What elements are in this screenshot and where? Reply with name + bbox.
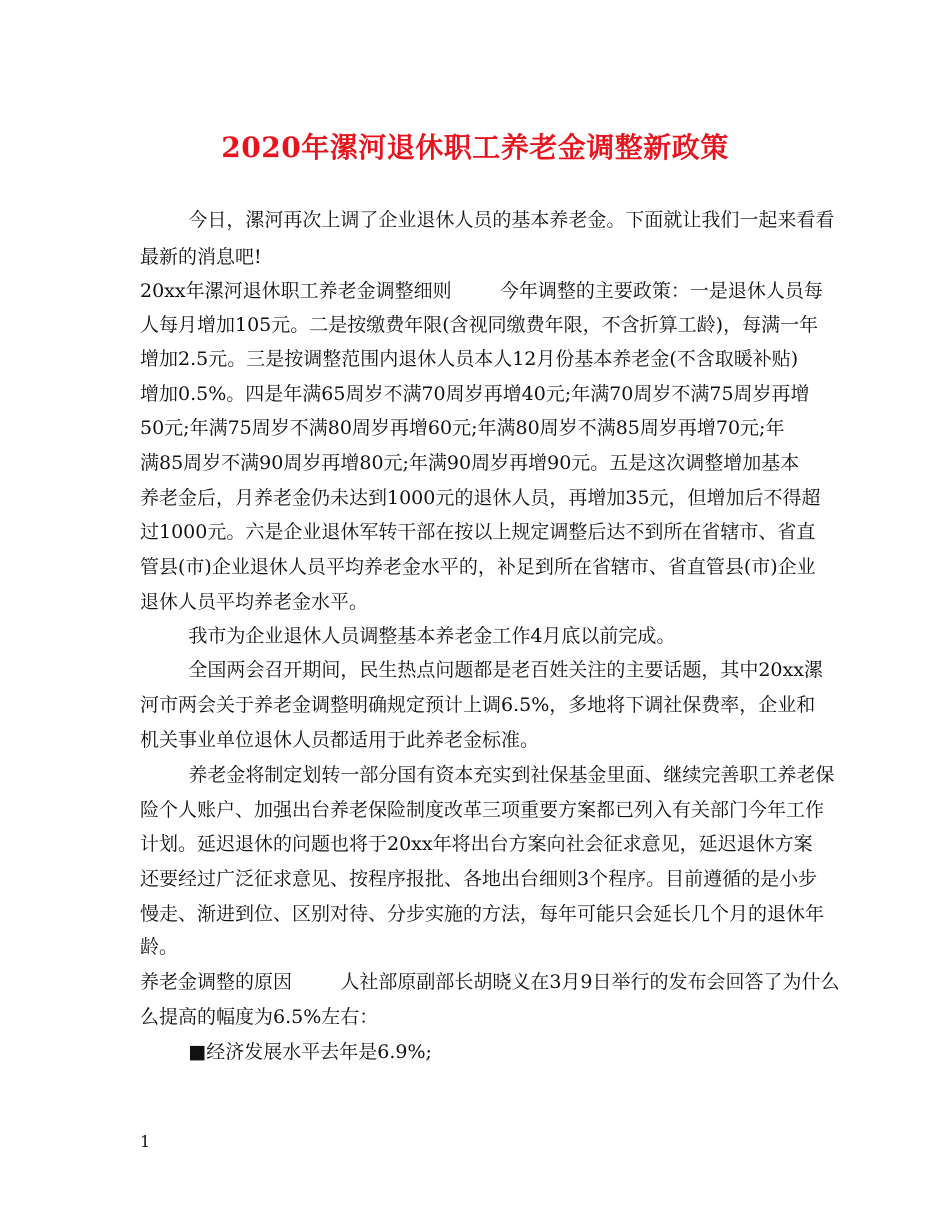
- body-line: 险个人账户、加强出台养老保险制度改革三项重要方案都已列入有关部门今年工作: [140, 799, 825, 821]
- body-line: 我市为企业退休人员调整基本养老金工作4月底以前完成。: [140, 625, 676, 647]
- body-line: 满85周岁不满90周岁再增80元;年满90周岁再增90元。五是这次调整增加基本: [140, 452, 800, 474]
- body-line: 过1000元。六是企业退休军转干部在按以上规定调整后达不到所在省辖市、省直: [140, 521, 816, 543]
- body-line: 增加2.5元。三是按调整范围内退休人员本人12月份基本养老金(不含取暖补贴): [140, 348, 799, 370]
- page-number: 1: [140, 1132, 151, 1151]
- body-line: 退休人员平均养老金水平。: [140, 591, 369, 613]
- body-line: 养老金调整的原因 人社部原副部长胡晓义在3月9日举行的发布会回答了为什么: [140, 971, 840, 993]
- body-line: ■经济发展水平去年是6.9%;: [140, 1041, 432, 1063]
- body-line: 管县(市)企业退休人员平均养老金水平的，补足到所在省辖市、省直管县(市)企业: [140, 556, 816, 578]
- body-line: 计划。延迟退休的问题也将于20xx年将出台方案向社会征求意见，延迟退休方案: [140, 833, 813, 855]
- body-line: 龄。: [140, 936, 179, 958]
- body-line: 全国两会召开期间，民生热点问题都是老百姓关注的主要话题，其中20xx漯: [140, 659, 823, 681]
- body-line: 50元;年满75周岁不满80周岁再增60元;年满80周岁不满85周岁再增70元;年: [140, 417, 785, 439]
- body-line: 河市两会关于养老金调整明确规定预计上调6.5%，多地将下调社保费率，企业和: [140, 694, 816, 716]
- body-line: 人每月增加105元。二是按缴费年限(含视同缴费年限，不含折算工龄)，每满一年: [140, 314, 819, 336]
- document-title: 2020年漯河退休职工养老金调整新政策: [221, 131, 729, 164]
- body-line: 还要经过广泛征求意见、按程序报批、各地出台细则3个程序。目前遵循的是小步: [140, 868, 818, 890]
- body-line: 养老金后，月养老金仍未达到1000元的退休人员，再增加35元，但增加后不得超: [140, 487, 821, 509]
- body-line: 养老金将制定划转一部分国有资本充实到社保基金里面、继续完善职工养老保: [140, 764, 835, 786]
- body-line: 机关事业单位退休人员都适用于此养老金标准。: [140, 729, 540, 751]
- body-line: 今日，漯河再次上调了企业退休人员的基本养老金。下面就让我们一起来看看: [140, 209, 835, 231]
- body-line: 么提高的幅度为6.5%左右：: [140, 1006, 379, 1028]
- body-line: 20xx年漯河退休职工养老金调整细则 今年调整的主要政策：一是退休人员每: [140, 280, 823, 302]
- body-line: 最新的消息吧!: [140, 246, 262, 268]
- body-line: 增加0.5%。四是年满65周岁不满70周岁再增40元;年满70周岁不满75周岁再增: [140, 383, 810, 405]
- body-line: 慢走、渐进到位、区别对待、分步实施的方法，每年可能只会延长几个月的退休年: [140, 903, 825, 925]
